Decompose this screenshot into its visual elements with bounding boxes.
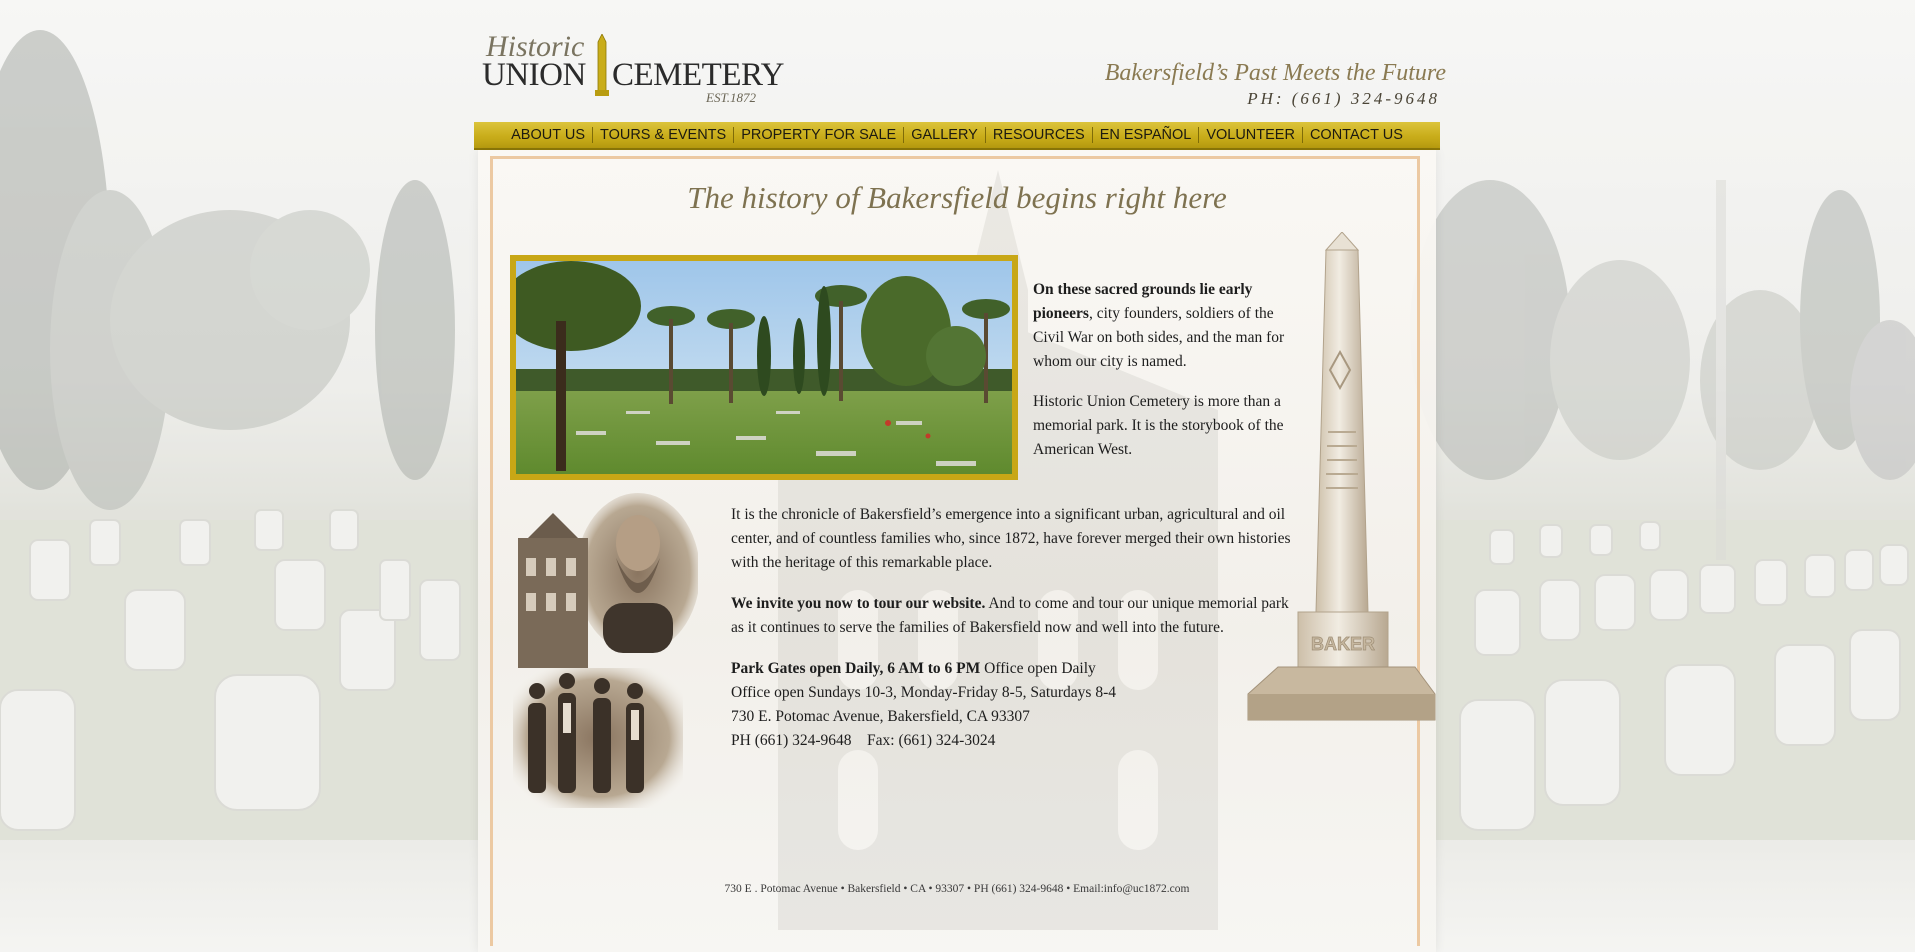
nav-item-en-espanol[interactable]: EN ESPAÑOL	[1099, 127, 1192, 143]
monument-inscription: BAKER	[1310, 634, 1376, 654]
logo-historic-text: Historic	[486, 30, 585, 63]
nav-item-about-us[interactable]: ABOUT US	[511, 127, 585, 143]
nav-item-property-for-sale[interactable]: PROPERTY FOR SALE	[741, 127, 897, 143]
logo-union-text: UNION	[482, 57, 586, 93]
invite-bold: We invite you now to tour our website.	[731, 595, 986, 612]
office-hours: Office open Sundays 10-3, Monday-Friday 8-5, Saturdays 8-4	[731, 684, 1116, 701]
intro-p1-rest: , city founders, soldiers of the Civil War on both sides, and the man for whom our city is named.	[1033, 305, 1285, 370]
invite-rest: And to come and tour our unique memorial park as it continues to serve the families of Bakersfield now and well into the future.	[731, 595, 1289, 636]
street-address: 730 E. Potomac Avenue, Bakersfield, CA 93307	[731, 708, 1030, 725]
nav-item-resources[interactable]: RESOURCES	[992, 127, 1085, 143]
body-paragraph-2	[731, 592, 1301, 640]
vintage-photo-collage	[508, 488, 698, 813]
intro-paragraph-2: Historic Union Cemetery is more than a memorial park. It is the storybook of the American West.	[1033, 393, 1284, 458]
site-tagline: Bakersfield’s Past Meets the Future	[1104, 60, 1446, 86]
site-logo[interactable]	[478, 30, 785, 110]
nav-item-volunteer[interactable]: VOLUNTEER	[1206, 127, 1295, 143]
obelisk-logo-icon	[595, 34, 609, 96]
logo-cemetery-text: CEMETERY	[612, 57, 785, 93]
baker-obelisk-monument-image	[1240, 232, 1440, 722]
page-footer: 730 E . Potomac Avenue • Bakersfield • CA • 93307 • PH (661) 324-9648 • Email:info@uc1872.com	[724, 883, 1190, 895]
header-phone: PH: (661) 324-9648	[1247, 89, 1440, 108]
park-hours	[731, 657, 1301, 681]
logo-est-text: EST.1872	[706, 90, 756, 105]
cemetery-grounds-photo	[516, 261, 1012, 474]
page-container	[474, 0, 1446, 952]
body-paragraph-1: It is the chronicle of Bakersfield’s emergence into a significant urban, agricultural and oil center, and of countless families who, since 1872, have forever merged their own histories with the heritage of this remarkable place.	[731, 506, 1291, 571]
park-hours-bold: Park Gates open Daily, 6 AM to 6 PM	[731, 660, 981, 677]
nav-item-contact-us[interactable]: CONTACT US	[1309, 127, 1403, 143]
intro-p1-bold: On these sacred grounds lie early pioneers	[1033, 281, 1253, 322]
main-nav	[474, 122, 1440, 150]
site-header	[474, 0, 1446, 122]
park-hours-rest: Office open Daily	[980, 660, 1096, 677]
phone-fax: PH (661) 324-9648 Fax: (661) 324-3024	[731, 732, 996, 749]
body-text	[731, 503, 1301, 753]
nav-item-tours-events[interactable]: TOURS & EVENTS	[599, 127, 727, 143]
hours-contact-block	[731, 657, 1301, 753]
cemetery-photo-frame	[510, 255, 1018, 480]
nav-item-gallery[interactable]: GALLERY	[911, 127, 978, 143]
content-panel	[478, 150, 1436, 952]
page-headline: The history of Bakersfield begins right here	[687, 180, 1227, 215]
